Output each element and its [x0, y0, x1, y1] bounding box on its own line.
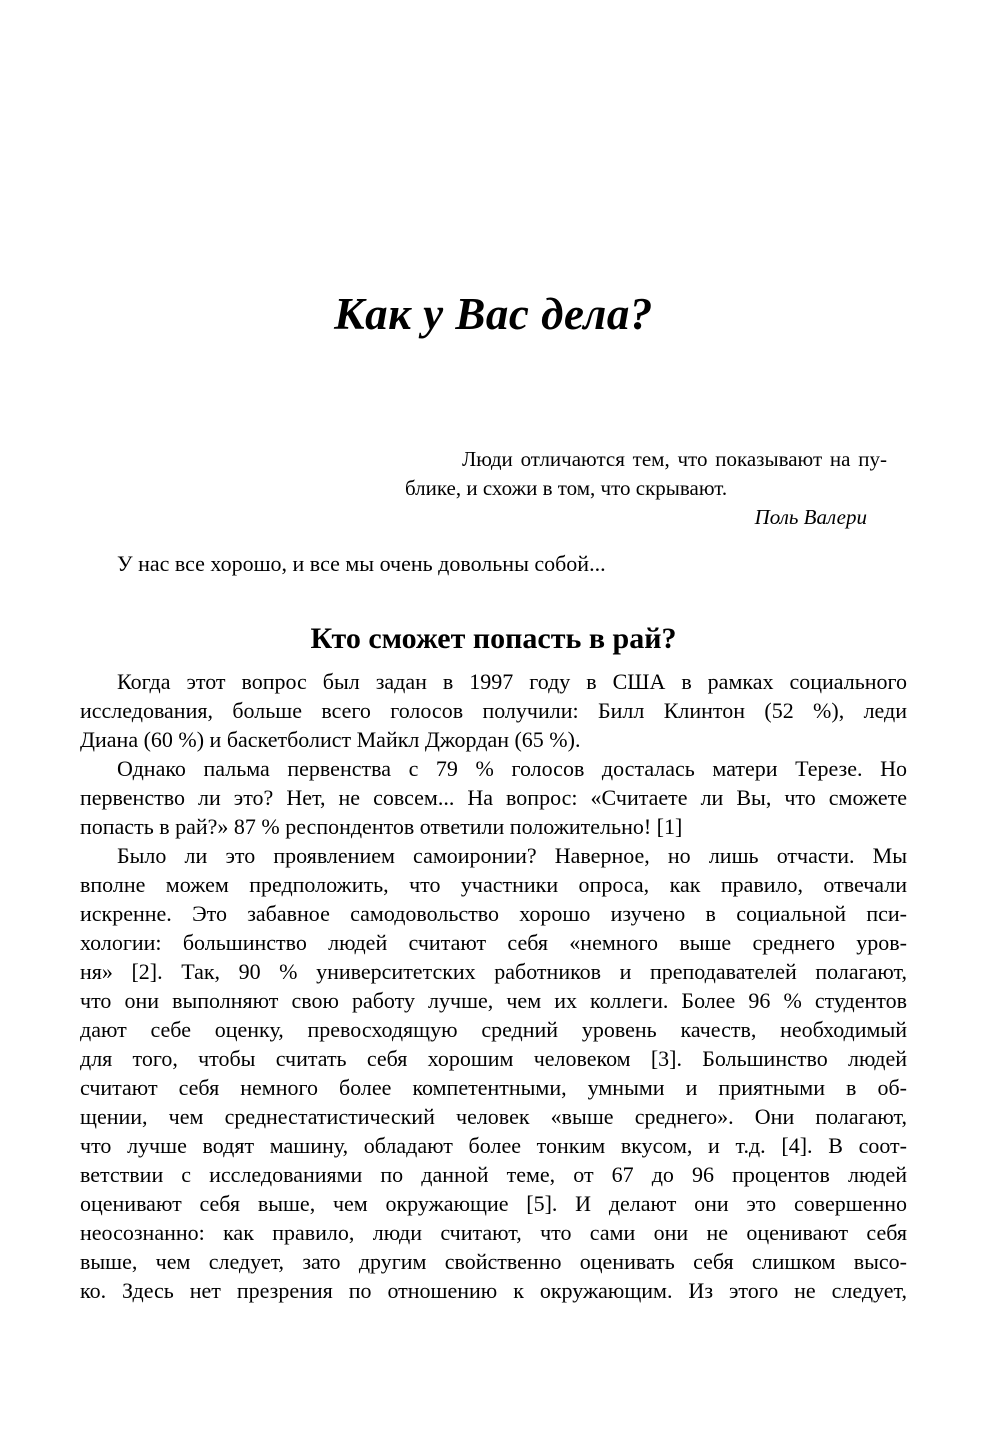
text-line: первенство ли это? Нет, не совсем... На вопрос: «Считаете ли Вы, что сможете [80, 785, 907, 810]
epigraph [405, 445, 887, 532]
body-paragraph [80, 841, 907, 1305]
text-line: оценивают себя выше, чем окружающие [5]. И делают они это совершенно [80, 1191, 907, 1216]
epigraph-line: блике, и схожи в том, что скрывают. [405, 476, 728, 500]
text-line: щении, чем среднестатистический человек «выше среднего». Они полагают, [80, 1104, 907, 1129]
text-line: ня» [2]. Так, 90 % университетских работников и преподавателей полагают, [80, 959, 907, 984]
text-line: для того, чтобы считать себя хорошим человеком [3]. Большинство людей [80, 1046, 907, 1071]
text-line: Диана (60 %) и баскетболист Майкл Джордан (65 %). [80, 727, 581, 752]
body-text [80, 667, 907, 1305]
text-line: неосознанно: как правило, люди считают, что сами они не оценивают себя [80, 1220, 907, 1245]
text-line: Когда этот вопрос был задан в 1997 году в США в рамках социального [117, 669, 907, 694]
text-line: искренне. Это забавное самодовольство хорошо изучено в социальной пси- [80, 901, 907, 926]
text-line: исследования, больше всего голосов получили: Билл Клинтон (52 %), леди [80, 698, 907, 723]
text-line: вполне можем предположить, что участники опроса, как правило, отвечали [80, 872, 907, 897]
body-paragraph [80, 754, 907, 841]
body-paragraph [80, 667, 907, 754]
text-line: Однако пальма первенства с 79 % голосов досталась матери Терезе. Но [117, 756, 907, 781]
epigraph-attribution: Поль Валери [754, 505, 867, 529]
text-line: ко. Здесь нет презрения по отношению к окружающим. Из этого не следует, [80, 1278, 907, 1303]
epigraph-line: Люди отличаются тем, что показывают на пу- [462, 447, 887, 471]
text-line: дают себе оценку, превосходящую средний уровень качеств, необходимый [80, 1017, 907, 1042]
text-line: ветствии с исследованиями по данной теме, от 67 до 96 процентов людей [80, 1162, 907, 1187]
text-block [80, 0, 907, 1305]
text-line: хологии: большинство людей считают себя «немного выше среднего уров- [80, 930, 907, 955]
text-line: Было ли это проявлением самоиронии? Наверное, но лишь отчасти. Мы [117, 843, 907, 868]
text-line: попасть в рай?» 87 % респондентов ответили положительно! [1] [80, 814, 683, 839]
text-line: выше, чем следует, зато другим свойственно оценивать себя слишком высо- [80, 1249, 907, 1274]
section-heading: Кто сможет попасть в рай? [310, 622, 677, 655]
text-line: что они выполняют свою работу лучше, чем их коллеги. Более 96 % студентов [80, 988, 907, 1013]
text-line: что лучше водят машину, обладают более тонким вкусом, и т.д. [4]. В соот- [80, 1133, 907, 1158]
text-line: считают себя немного более компетентными, умными и приятными в об- [80, 1075, 907, 1100]
intro-paragraph: У нас все хорошо, и все мы очень довольны собой... [117, 551, 606, 576]
chapter-title: Как у Вас дела? [334, 289, 653, 339]
